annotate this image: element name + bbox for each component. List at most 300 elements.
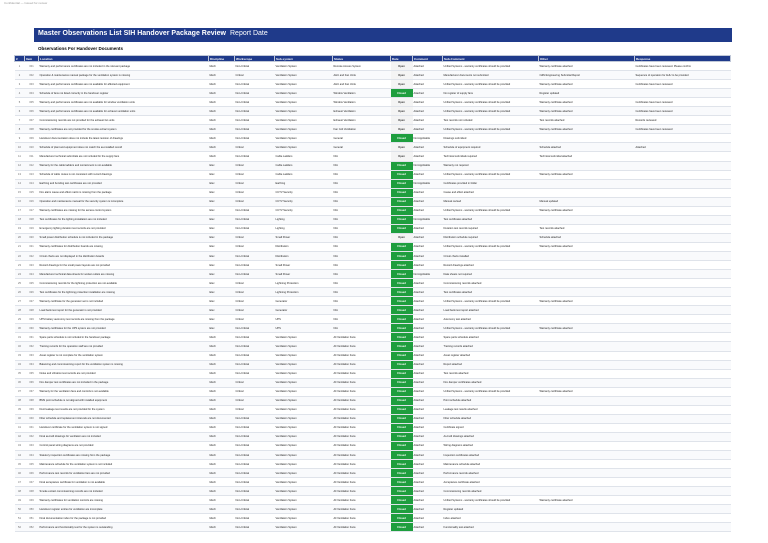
status-badge: Closed [391, 206, 413, 215]
table-cell-c2 [539, 134, 635, 143]
table-cell-sub: N/A [333, 197, 391, 206]
column-header[interactable]: Item [25, 56, 39, 62]
table-cell-item: 048 [25, 487, 39, 496]
table-row[interactable] [15, 505, 731, 514]
table-cell-n: 14 [15, 179, 25, 188]
table-cell-disc: Elec [209, 251, 235, 260]
table-cell-n: 24 [15, 270, 25, 279]
table-cell-item: 040 [25, 414, 39, 423]
column-header[interactable]: Location [39, 56, 209, 62]
table-cell-date: Attached [413, 360, 443, 369]
status-badge: Closed [391, 396, 413, 405]
table-row[interactable] [15, 324, 731, 333]
table-row[interactable] [15, 315, 731, 324]
status-badge: Closed [391, 423, 413, 432]
table-cell-disc: Mech [209, 125, 235, 134]
status-badge: Closed [391, 451, 413, 460]
table-cell-desc: Warranty certificates are missing for the access control system [39, 206, 209, 215]
table-cell-date: Attached [413, 414, 443, 423]
table-cell-desc: Warranty and performance certificates are not included in the relevant package [39, 62, 209, 71]
table-row[interactable] [15, 179, 731, 188]
table-row[interactable] [15, 206, 731, 215]
table-cell-date: Attached [413, 487, 443, 496]
table-cell-sys: Ventilation System [275, 451, 333, 460]
table-row[interactable] [15, 360, 731, 369]
table-cell-sys: Ventilation System [275, 523, 333, 532]
table-cell-item: 045 [25, 460, 39, 469]
table-cell-c4 [635, 378, 731, 387]
table-cell-n: 48 [15, 487, 25, 496]
table-cell-n: 6 [15, 107, 25, 116]
table-cell-n: 16 [15, 197, 25, 206]
table-cell-date: Attached [413, 170, 443, 179]
table-cell-date: Attached [413, 405, 443, 414]
table-row[interactable] [15, 351, 731, 360]
table-cell-sys: Ventilation System [275, 143, 333, 152]
table-cell-ws: Critical [235, 405, 275, 414]
table-cell-date: Attached [413, 288, 443, 297]
table-cell-c4 [635, 134, 731, 143]
table-cell-item: 002 [25, 71, 39, 80]
table-cell-c1: Unified Systems - warranty certificates should be provided [443, 125, 539, 134]
table-cell-item: 022 [25, 251, 39, 260]
table-row[interactable] [15, 251, 731, 260]
table-cell-c2 [539, 478, 635, 487]
column-header[interactable]: Comment [413, 56, 443, 62]
table-cell-sys: CCTV Security [275, 188, 333, 197]
status-badge: Closed [391, 224, 413, 233]
table-cell-date: Attached [413, 496, 443, 505]
table-cell-ws: Non-Critical [235, 432, 275, 441]
status-badge: Closed [391, 261, 413, 270]
table-cell-sys: Lightning Protection [275, 288, 333, 297]
table-row[interactable] [15, 261, 731, 270]
table-cell-disc: Elec [209, 170, 235, 179]
table-cell-sub: N/A [333, 306, 391, 315]
table-cell-sys: Distribution [275, 251, 333, 260]
table-cell-ws: Critical [235, 242, 275, 251]
table-cell-item: 041 [25, 423, 39, 432]
table-row[interactable] [15, 215, 731, 224]
status-badge: Closed [391, 523, 413, 532]
table-row[interactable] [15, 469, 731, 478]
table-cell-sub: N/A [333, 315, 391, 324]
table-cell-n: 31 [15, 333, 25, 342]
table-cell-item: 021 [25, 242, 39, 251]
table-cell-sub: N/A [333, 206, 391, 215]
table-cell-c1: Spare parts schedule attached [443, 333, 539, 342]
table-row[interactable] [15, 369, 731, 378]
column-header[interactable]: # [15, 56, 25, 62]
table-cell-ws: Non-Critical [235, 98, 275, 107]
table-cell-date: Attached [413, 333, 443, 342]
table-cell-disc: Mech [209, 460, 235, 469]
table-cell-date: Attached [413, 460, 443, 469]
table-row[interactable] [15, 478, 731, 487]
table-row[interactable] [15, 378, 731, 387]
table-cell-sub: Window Ventilation [333, 89, 391, 98]
status-badge: Closed [391, 351, 413, 360]
table-cell-desc: Fire alarm cause and effect matrix is missing from the package [39, 188, 209, 197]
table-cell-sys: Small Power [275, 233, 333, 242]
table-cell-c2: Warranty certificate attached [539, 107, 635, 116]
table-row[interactable] [15, 270, 731, 279]
table-row[interactable] [15, 170, 731, 179]
status-badge: Closed [391, 242, 413, 251]
table-row[interactable] [15, 523, 731, 532]
table-cell-sys: Ventilation System [275, 134, 333, 143]
table-cell-date: Attached [413, 224, 443, 233]
table-row[interactable] [15, 396, 731, 405]
table-cell-date: Attached [413, 251, 443, 260]
table-cell-ws: Non-Critical [235, 478, 275, 487]
table-row[interactable] [15, 414, 731, 423]
table-row[interactable] [15, 460, 731, 469]
table-cell-sub: All Ventilation Fans [333, 496, 391, 505]
table-cell-disc: Elec [209, 233, 235, 242]
table-cell-sys: Cable Ladders [275, 152, 333, 161]
table-cell-desc: Spare parts schedule is not included in the handover package [39, 333, 209, 342]
table-cell-date: Attached [413, 125, 443, 134]
table-cell-sys: Ventilation System [275, 505, 333, 514]
table-cell-n: 44 [15, 451, 25, 460]
table-cell-c1: Performance records attached [443, 469, 539, 478]
table-cell-sys: Ventilation System [275, 71, 333, 80]
table-cell-ws: Non-Critical [235, 469, 275, 478]
table-cell-desc: Final as-built drawings for ventilation are not included [39, 432, 209, 441]
table-cell-disc: Elec [209, 261, 235, 270]
table-cell-c4 [635, 342, 731, 351]
table-cell-sub: N/A [333, 242, 391, 251]
table-cell-c1: Unified Systems - warranty certificates should be provided [443, 324, 539, 333]
column-header[interactable]: Sub-system [275, 56, 333, 62]
table-cell-sub: All Ventilation Fans [333, 487, 391, 496]
table-cell-ws: Critical [235, 315, 275, 324]
table-cell-date: Not Applicable [413, 270, 443, 279]
table-row[interactable] [15, 143, 731, 152]
table-cell-ws: Non-Critical [235, 505, 275, 514]
status-badge: Closed [391, 279, 413, 288]
table-row[interactable] [15, 514, 731, 523]
table-cell-c2 [539, 315, 635, 324]
table-cell-c4: Attached [635, 143, 731, 152]
status-badge: Closed [391, 306, 413, 315]
table-cell-c1: Test records not included [443, 116, 539, 125]
table-cell-sub: All Ventilation Fans [333, 360, 391, 369]
table-row[interactable] [15, 297, 731, 306]
table-cell-desc: Performance test records for ventilation fans are not provided [39, 469, 209, 478]
table-cell-sub: N/A [333, 324, 391, 333]
table-cell-desc: Final documentation index for the package is not provided [39, 514, 209, 523]
table-cell-ws: Non-Critical [235, 514, 275, 523]
table-cell-date: Attached [413, 80, 443, 89]
table-cell-n: 43 [15, 441, 25, 450]
table-cell-disc: Mech [209, 523, 235, 532]
table-row[interactable] [15, 152, 731, 161]
status-badge: Closed [391, 288, 413, 297]
table-cell-disc: Mech [209, 405, 235, 414]
table-cell-c2 [539, 505, 635, 514]
table-cell-c2 [539, 378, 635, 387]
table-cell-ws: Non-Critical [235, 342, 275, 351]
table-cell-c4 [635, 460, 731, 469]
table-cell-c2 [539, 396, 635, 405]
table-cell-c4 [635, 523, 731, 532]
table-cell-sys: Ventilation System [275, 469, 333, 478]
table-row[interactable] [15, 423, 731, 432]
table-row[interactable] [15, 496, 731, 505]
table-cell-disc: Elec [209, 179, 235, 188]
table-cell-n: 25 [15, 279, 25, 288]
table-cell-ws: Non-Critical [235, 215, 275, 224]
table-cell-desc: Operation and maintenance manual for the security system is incomplete [39, 197, 209, 206]
table-cell-c4 [635, 288, 731, 297]
column-header[interactable]: Response [635, 56, 731, 62]
table-row[interactable] [15, 233, 731, 242]
table-cell-sub: All Ventilation Fans [333, 369, 391, 378]
table-cell-c1: Manual revised [443, 197, 539, 206]
table-cell-item: 020 [25, 233, 39, 242]
table-cell-sys: Ventilation System [275, 360, 333, 369]
table-cell-sub: General [333, 143, 391, 152]
table-cell-sys: CCTV Security [275, 197, 333, 206]
table-row[interactable] [15, 116, 731, 125]
table-cell-date: Attached [413, 369, 443, 378]
table-cell-c2 [539, 405, 635, 414]
column-header[interactable]: Date [391, 56, 413, 62]
table-cell-c4 [635, 188, 731, 197]
table-cell-n: 2 [15, 71, 25, 80]
table-cell-item: 033 [25, 351, 39, 360]
table-row[interactable] [15, 387, 731, 396]
table-cell-disc: Mech [209, 152, 235, 161]
column-header[interactable]: Discipline [209, 56, 235, 62]
table-cell-c2 [539, 487, 635, 496]
table-cell-c1: Data sheets not required [443, 270, 539, 279]
table-cell-c1: Commissioning records attached [443, 279, 539, 288]
table-cell-c1: Schedule of equipment required [443, 143, 539, 152]
table-row[interactable] [15, 279, 731, 288]
status-badge: Closed [391, 505, 413, 514]
table-row[interactable] [15, 306, 731, 315]
table-cell-desc: Warranty certificates for ventilation controls are missing [39, 496, 209, 505]
table-cell-c1: Test certificates attached [443, 215, 539, 224]
table-cell-c1: Unified Systems - warranty certificates should be provided [443, 387, 539, 396]
table-cell-ws: Critical [235, 279, 275, 288]
table-cell-sub: All Ventilation Fans [333, 523, 391, 532]
table-cell-n: 40 [15, 414, 25, 423]
table-cell-c4 [635, 369, 731, 378]
table-cell-desc: Warranty for the ventilation fans and controls is not available [39, 387, 209, 396]
table-cell-sys: Ventilation System [275, 496, 333, 505]
table-cell-desc: Circuit charts are not displayed in the distribution boards [39, 251, 209, 260]
table-cell-sys: Cable Ladders [275, 170, 333, 179]
table-row[interactable] [15, 242, 731, 251]
status-badge: Closed [391, 369, 413, 378]
table-cell-c4: Certificates have been reviewed. Please confirm [635, 62, 731, 71]
table-cell-date: Attached [413, 505, 443, 514]
table-cell-n: 30 [15, 324, 25, 333]
column-header[interactable]: Status [333, 56, 391, 62]
table-cell-c4: Certificates have been reviewed [635, 80, 731, 89]
table-cell-desc: Manufacturer technical data sheets for socket outlets are missing [39, 270, 209, 279]
table-cell-disc: Elec [209, 270, 235, 279]
table-cell-item: 012 [25, 161, 39, 170]
table-cell-item: 044 [25, 451, 39, 460]
table-cell-c4 [635, 414, 731, 423]
table-cell-c1: Filter schedule attached [443, 414, 539, 423]
table-cell-n: 11 [15, 152, 25, 161]
table-cell-item: 047 [25, 478, 39, 487]
table-cell-c1: Drawings submitted [443, 134, 539, 143]
table-cell-sub: All Ventilation Fans [333, 333, 391, 342]
table-cell-c2: Warranty certificate attached [539, 98, 635, 107]
table-cell-date: Attached [413, 306, 443, 315]
status-badge: Closed [391, 333, 413, 342]
table-cell-sub: General [333, 134, 391, 143]
table-row[interactable] [15, 224, 731, 233]
table-row[interactable] [15, 333, 731, 342]
table-cell-n: 7 [15, 116, 25, 125]
table-row[interactable] [15, 197, 731, 206]
table-cell-date: Attached [413, 261, 443, 270]
table-cell-date: Attached [413, 441, 443, 450]
table-cell-item: 035 [25, 369, 39, 378]
table-cell-c4 [635, 224, 731, 233]
table-cell-desc: Statutory inspection certificates are missing from the package [39, 451, 209, 460]
table-cell-sub: All Ventilation Fans [333, 469, 391, 478]
table-cell-n: 50 [15, 505, 25, 514]
table-cell-sys: Ventilation System [275, 414, 333, 423]
table-row[interactable] [15, 89, 731, 98]
column-header[interactable]: Workscope [235, 56, 275, 62]
table-cell-sub: N/A [333, 188, 391, 197]
status-badge: Open [391, 233, 413, 242]
table-cell-sys: Ventilation System [275, 125, 333, 134]
status-badge: Open [391, 71, 413, 80]
table-cell-c2: Test records attached [539, 224, 635, 233]
table-cell-c2: Test records attached [539, 116, 635, 125]
table-cell-ws: Non-Critical [235, 451, 275, 460]
table-row[interactable] [15, 134, 731, 143]
table-row[interactable] [15, 80, 731, 89]
table-cell-ws: Non-Critical [235, 152, 275, 161]
table-cell-desc: Commissioning records are not provided for the exhaust fan units [39, 116, 209, 125]
table-cell-disc: Mech [209, 71, 235, 80]
table-cell-n: 28 [15, 306, 25, 315]
table-cell-desc: Warranty and performance certificates are not available for window ventilation units [39, 98, 209, 107]
table-cell-date: Attached [413, 242, 443, 251]
table-row[interactable] [15, 432, 731, 441]
table-cell-disc: Elec [209, 242, 235, 251]
table-cell-c2: Warranty certificate attached [539, 297, 635, 306]
table-cell-item: 018 [25, 215, 39, 224]
table-cell-c1: Unified Systems - warranty certificates should be provided [443, 107, 539, 116]
table-cell-date: Attached [413, 478, 443, 487]
status-badge: Open [391, 143, 413, 152]
table-row[interactable] [15, 487, 731, 496]
table-cell-sub: All Ventilation Fans [333, 514, 391, 523]
table-cell-disc: Mech [209, 505, 235, 514]
table-cell-date: Attached [413, 62, 443, 71]
table-cell-disc: Mech [209, 514, 235, 523]
table-cell-c2: Warranty certificate attached [539, 324, 635, 333]
table-cell-ws: Non-Critical [235, 116, 275, 125]
table-cell-c2 [539, 451, 635, 460]
status-badge: Closed [391, 360, 413, 369]
table-cell-date: Attached [413, 116, 443, 125]
table-cell-disc: Mech [209, 143, 235, 152]
table-cell-ws: Non-Critical [235, 423, 275, 432]
table-cell-desc: Warranty certificate for the generator set is not included [39, 297, 209, 306]
table-cell-ws: Non-Critical [235, 460, 275, 469]
table-cell-date: Attached [413, 351, 443, 360]
table-cell-c4 [635, 469, 731, 478]
table-cell-sys: Ventilation System [275, 378, 333, 387]
table-cell-c1: Duration test records required [443, 224, 539, 233]
table-cell-c2: Warranty certificate attached [539, 125, 635, 134]
table-cell-sub: All Ventilation Fans [333, 414, 391, 423]
table-cell-c1: Load bank test report attached [443, 306, 539, 315]
table-row[interactable] [15, 107, 731, 116]
table-row[interactable] [15, 62, 731, 71]
table-row[interactable] [15, 342, 731, 351]
table-row[interactable] [15, 441, 731, 450]
table-row[interactable] [15, 451, 731, 460]
table-cell-n: 47 [15, 478, 25, 487]
table-cell-desc: Warranty certificates for the UPS system are not provided [39, 324, 209, 333]
table-cell-item: 009 [25, 134, 39, 143]
column-header[interactable]: Sub-Comment [443, 56, 539, 62]
table-cell-date: Attached [413, 279, 443, 288]
table-cell-c1: No register of supply fans [443, 89, 539, 98]
table-cell-sub: Window Ventilation [333, 98, 391, 107]
table-row[interactable] [15, 161, 731, 170]
table-cell-sys: UPS [275, 324, 333, 333]
table-cell-sub: N/A [333, 297, 391, 306]
table-cell-c2 [539, 342, 635, 351]
table-cell-sub: All Ventilation Fans [333, 460, 391, 469]
report-date-label: Report Date [230, 30, 268, 37]
status-badge: Closed [391, 179, 413, 188]
table-cell-sys: Ventilation System [275, 478, 333, 487]
table-cell-sys: Ventilation System [275, 423, 333, 432]
table-cell-item: 004 [25, 89, 39, 98]
table-row[interactable] [15, 405, 731, 414]
table-cell-disc: Mech [209, 487, 235, 496]
table-cell-c2: Warranty certificate attached [539, 242, 635, 251]
table-cell-c1: Record drawings attached [443, 261, 539, 270]
table-row[interactable] [15, 98, 731, 107]
table-cell-desc: Test certificates for the lightning protection installation are missing [39, 288, 209, 297]
table-cell-desc: Schedule of plant and equipment does not match the as-installed record [39, 143, 209, 152]
table-cell-sub: All Ventilation Fans [333, 478, 391, 487]
table-cell-n: 17 [15, 206, 25, 215]
table-cell-ws: Non-Critical [235, 107, 275, 116]
table-row[interactable] [15, 288, 731, 297]
column-header[interactable]: Other [539, 56, 635, 62]
table-row[interactable] [15, 188, 731, 197]
table-row[interactable] [15, 71, 731, 80]
table-cell-desc: Duct leakage test results are not provided for the system [39, 405, 209, 414]
table-cell-disc: Mech [209, 496, 235, 505]
table-cell-c2 [539, 432, 635, 441]
table-cell-sys: Ventilation System [275, 342, 333, 351]
table-cell-desc: BMS point schedule is not aligned with installed equipment [39, 396, 209, 405]
table-cell-sys: Lighting [275, 215, 333, 224]
table-row[interactable] [15, 125, 731, 134]
table-cell-date: Attached [413, 469, 443, 478]
